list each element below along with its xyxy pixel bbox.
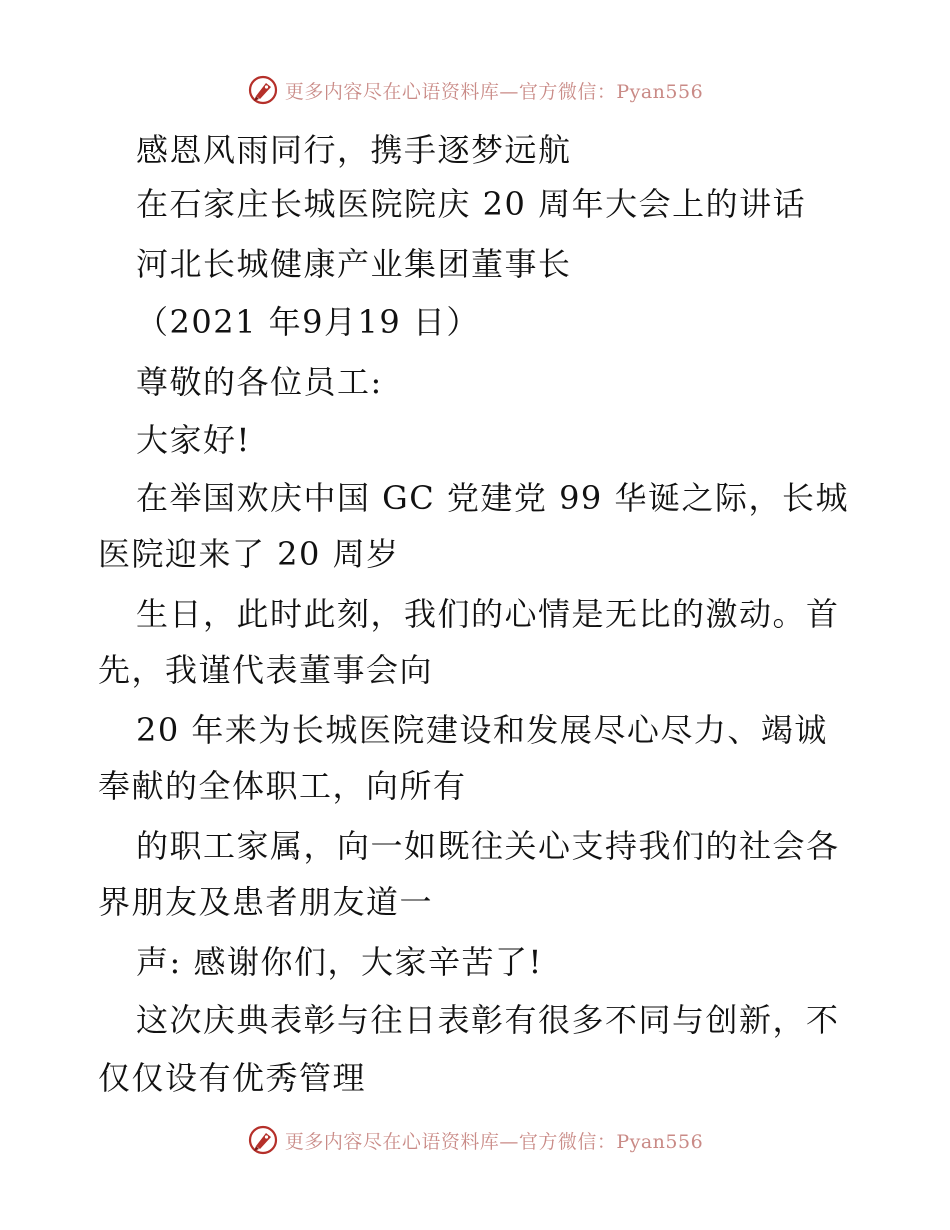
speaker-title: 河北长城健康产业集团董事长 <box>136 245 572 283</box>
salutation: 尊敬的各位员工: <box>136 363 383 401</box>
greeting: 大家好! <box>136 421 251 459</box>
paragraph-line: 声: 感谢你们，大家辛苦了! <box>136 943 543 981</box>
document-subtitle: 在石家庄长城医院院庆 20 周年大会上的讲话 <box>136 185 807 223</box>
paragraph-line: 这次庆典表彰与往日表彰有很多不同与创新，不 <box>136 1001 840 1039</box>
paragraph-line: 界朋友及患者朋友道一 <box>98 883 434 921</box>
paragraph-line: 在举国欢庆中国 GC 党建党 99 华诞之际，长城 <box>136 479 849 517</box>
paragraph-line: 仅仅设有优秀管理 <box>98 1059 367 1097</box>
paragraph-line: 奉献的全体职工，向所有 <box>98 767 467 805</box>
header-banner <box>0 70 950 110</box>
paragraph-line: 20 年来为长城医院建设和发展尽心尽力、竭诚 <box>136 711 828 749</box>
paragraph-line: 的职工家属，向一如既往关心支持我们的社会各 <box>136 827 840 865</box>
footer-banner <box>0 1120 950 1160</box>
pen-nib-icon <box>247 74 279 106</box>
paragraph-line: 生日，此时此刻，我们的心情是无比的激动。首 <box>136 595 840 633</box>
paragraph-line: 医院迎来了 20 周岁 <box>98 535 400 573</box>
document-title: 感恩风雨同行，携手逐梦远航 <box>136 131 572 169</box>
footer-banner-text: 更多内容尽在心语资料库—官方微信：Pyan556 <box>284 1130 704 1153</box>
pen-nib-icon <box>247 1124 279 1156</box>
header-banner-content <box>247 74 703 106</box>
footer-banner-content <box>247 1124 703 1156</box>
speech-date: （2021 年9月19 日） <box>136 303 480 341</box>
paragraph-line: 先，我谨代表董事会向 <box>98 651 434 689</box>
header-banner-text: 更多内容尽在心语资料库—官方微信：Pyan556 <box>284 80 704 103</box>
